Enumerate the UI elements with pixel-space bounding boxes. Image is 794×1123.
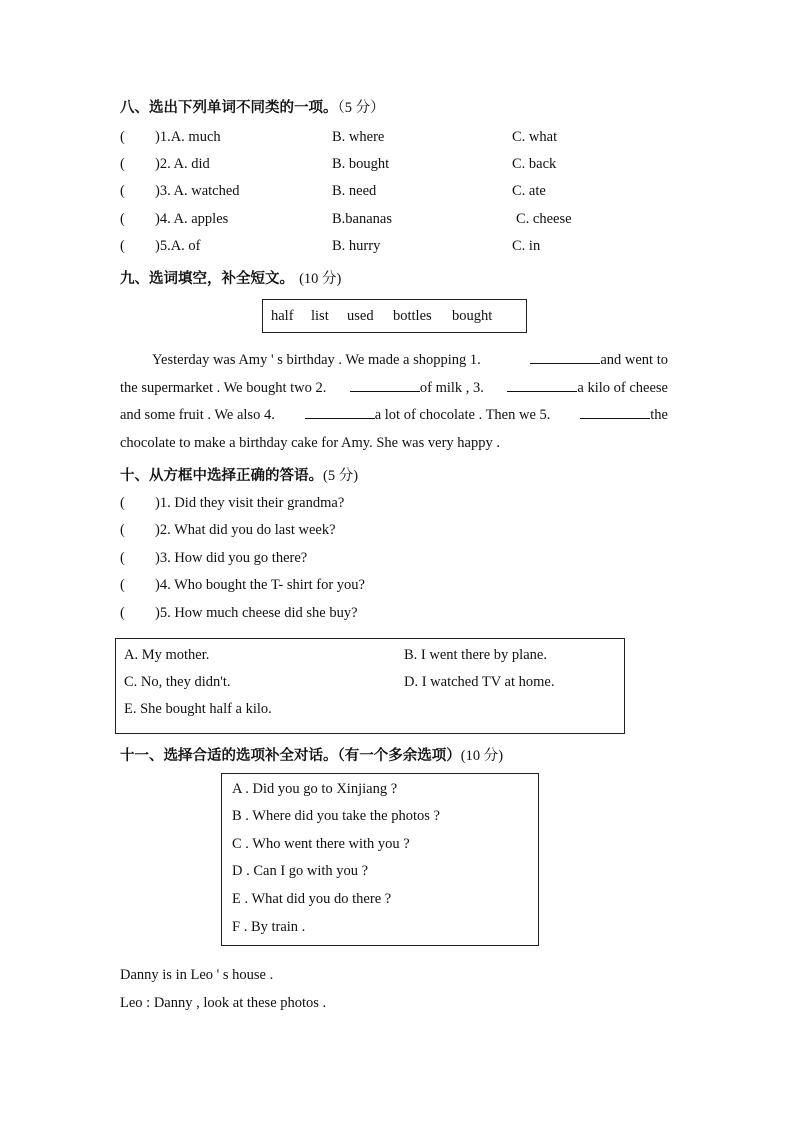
dialog-option: F . By train . [232,919,306,935]
word-bank-word: bought [452,308,493,324]
s8-row3-b: B. need [332,183,377,199]
s10-q2-paren: ( [120,522,125,538]
option-a: A. My mother. [124,647,210,663]
section-11-score: (10 分) [460,748,504,764]
blank-1[interactable] [530,349,600,364]
cloze-text: a kilo of cheese [577,379,668,396]
word-bank-word: list [311,308,329,324]
section-11-title-text: 十一、选择合适的选项补全对话。（有一个多余选项） [120,748,461,764]
section-11-title [120,744,503,765]
s8-row4-c: C. cheese [516,211,572,227]
word-bank-word: used [347,308,374,324]
section-9-title [120,267,341,288]
s8-row2-paren: ( [120,156,125,172]
s8-row3-a: )3. A. watched [155,183,240,199]
s8-row5-a: )5.A. of [155,238,201,254]
option-b: B. I went there by plane. [404,647,547,663]
s8-row1-b: B. where [332,129,385,145]
dialog-option: C . Who went there with you ? [232,836,410,852]
s8-row5-c: C. in [512,238,541,254]
answer-options-box [115,638,625,734]
s8-row1-c: C. what [512,129,558,145]
s8-row2-c: C. back [512,156,557,172]
dialog-line-2: Leo : Danny , look at these photos . [120,995,327,1011]
s10-q3-paren: ( [120,550,125,566]
cloze-text: the supermarket . We bought two 2. [120,379,327,396]
s10-q4-paren: ( [120,577,125,593]
cloze-text: and some fruit . We also 4. [120,407,275,424]
blank-3[interactable] [507,377,577,392]
cloze-text: chocolate to make a birthday cake for Amy. She was very happy . [120,435,500,452]
blank-5[interactable] [580,404,650,419]
word-bank-box [262,299,527,333]
s8-row3-c: C. ate [512,183,546,199]
s8-row4-b: B.bananas [332,211,392,227]
s8-row4-paren: ( [120,211,125,227]
s8-row5-b: B. hurry [332,238,381,254]
s10-q1-paren: ( [120,495,125,511]
option-e: E. She bought half a kilo. [124,701,272,717]
section-9-score: (10 分) [299,271,342,287]
s8-row2-a: )2. A. did [155,156,210,172]
cloze-text: and went to [600,352,668,368]
blank-4[interactable] [305,404,375,419]
option-d: D. I watched TV at home. [404,674,555,690]
s10-q4: )4. Who bought the T- shirt for you? [155,577,365,593]
section-9-title-text: 九、选词填空，补全短文。 [120,271,294,287]
section-10-title [120,464,358,485]
section-8-title-text: 八、选出下列单词不同类的一项。 [120,100,338,116]
cloze-paragraph [120,347,668,458]
s8-row1-a: )1.A. much [155,129,221,145]
section-10-score: (5 分) [323,468,359,484]
word-bank-word: half [271,308,294,324]
s8-row2-b: B. bought [332,156,390,172]
s8-row5-paren: ( [120,238,125,254]
s10-q5: )5. How much cheese did she buy? [155,605,358,621]
blank-2[interactable] [350,377,420,392]
s10-q5-paren: ( [120,605,125,621]
s8-row4-a: )4. A. apples [155,211,229,227]
dialog-line-1: Danny is in Leo ' s house . [120,967,274,983]
cloze-text: Yesterday was Amy ' s birthday . We made a shopping 1. [152,352,481,368]
dialog-options-box [221,773,539,946]
s10-q1: )1. Did they visit their grandma? [155,495,345,511]
section-8-score: （5 分） [337,100,385,116]
dialog-option: E . What did you do there ? [232,891,392,907]
section-8-title [120,96,385,117]
s10-q2: )2. What did you do last week? [155,522,336,538]
option-c: C. No, they didn't. [124,674,231,690]
section-10-title-text: 十、从方框中选择正确的答语。 [120,468,323,484]
s8-row1-paren: ( [120,129,125,145]
word-bank-word: bottles [393,308,432,324]
dialog-option: B . Where did you take the photos ? [232,808,440,824]
s8-row3-paren: ( [120,183,125,199]
s10-q3: )3. How did you go there? [155,550,308,566]
dialog-option: A . Did you go to Xinjiang ? [232,781,398,797]
dialog-option: D . Can I go with you ? [232,863,369,879]
cloze-text: a lot of chocolate . Then we 5. [374,407,551,424]
cloze-text: of milk , 3. [419,379,484,396]
cloze-text: the [650,407,668,424]
